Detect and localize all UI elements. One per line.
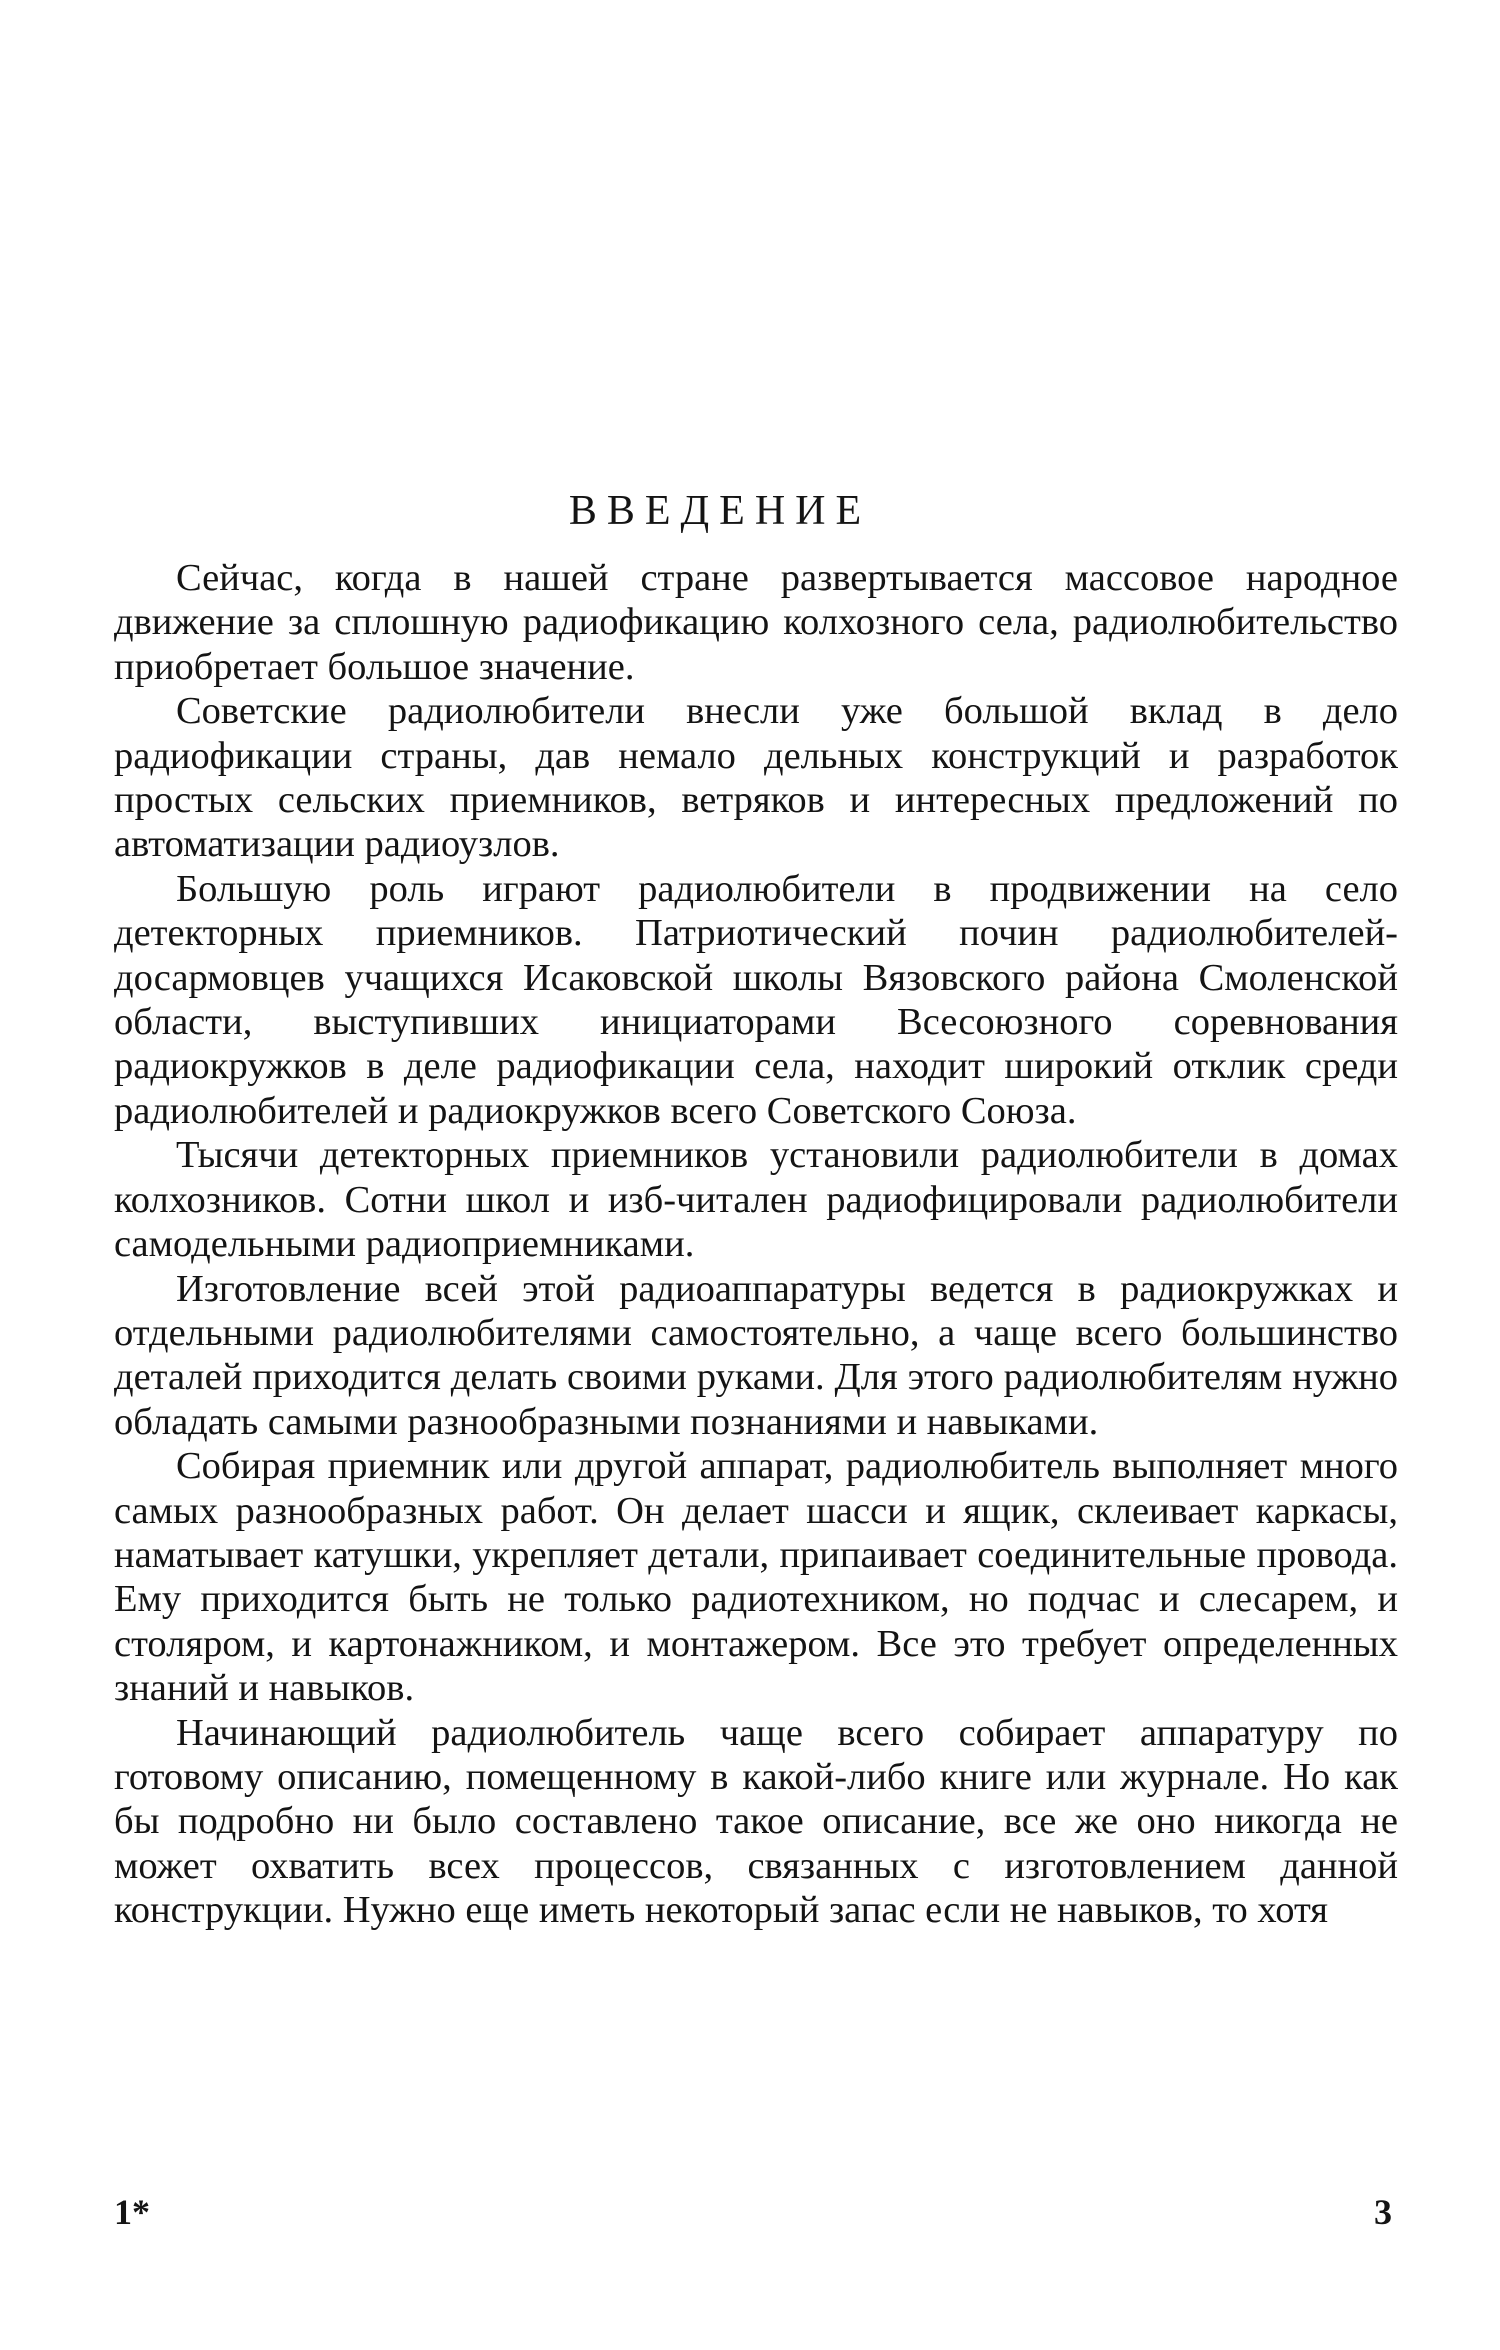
paragraph-2: Советские радиолюбители внесли уже большой вклад в дело радиофикации страны, дав немало дельных конструкций и разработок простых сельских приемников, ветряков и интересных предложений по автоматизации радиоузлов.	[114, 690, 1398, 866]
paragraph-7: Начинающий радиолюбитель чаще всего собирает аппаратуру по готовому описанию, помещенному в какой-либо книге или журнале. Но как бы подробно ни было составлено такое описание, все же оно никогда не может охватить всех процессов, связанных с изготовлением данной конструкции. Нужно еще иметь некоторый запас если не навыков, то хотя	[114, 1711, 1398, 1932]
body-text	[114, 556, 1398, 1933]
paragraph-3: Большую роль играют радиолюбители в продвижении на село детекторных приемников. Патриотический почин радиолюбителей-досармовцев учащихся Исаковской школы Вязовского района Смоленской области, выступивших инициаторами Всесоюзного соревнования радиокружков в деле радиофикации села, находит широкий отклик среди радиолюбителей и радиокружков всего Советского Союза.	[114, 867, 1398, 1132]
paragraph-6: Собирая приемник или другой аппарат, радиолюбитель выполняет много самых разнообразных работ. Он делает шасси и ящик, склеивает каркасы, наматывает катушки, укрепляет детали, припаивает соединительные провода. Ему приходится быть не только радиотехником, но подчас и слесарем, и столяром, и картонажником, и монтажером. Все это требует определенных знаний и навыков.	[114, 1445, 1398, 1710]
paragraph-1: Сейчас, когда в нашей стране развертывается массовое народное движение за сплошную радиофикацию колхозного села, радиолюбительство приобретает большое значение.	[114, 557, 1398, 688]
signature-mark: 1*	[114, 2192, 150, 2232]
chapter-heading: ВВЕДЕНИЕ	[568, 488, 872, 534]
paragraph-5: Изготовление всей этой радиоаппаратуры ведется в радиокружках и отдельными радиолюбителями самостоятельно, а чаще всего большинство деталей приходится делать своими руками. Для этого радиолюбителям нужно обладать самыми разнообразными познаниями и навыками.	[114, 1267, 1398, 1443]
paragraph-4: Тысячи детекторных приемников установили радиолюбители в домах колхозников. Сотни школ и изб-читален радиофицировали радиолюбители самодельными радиоприемниками.	[114, 1134, 1398, 1266]
page-number: 3	[1374, 2192, 1392, 2232]
